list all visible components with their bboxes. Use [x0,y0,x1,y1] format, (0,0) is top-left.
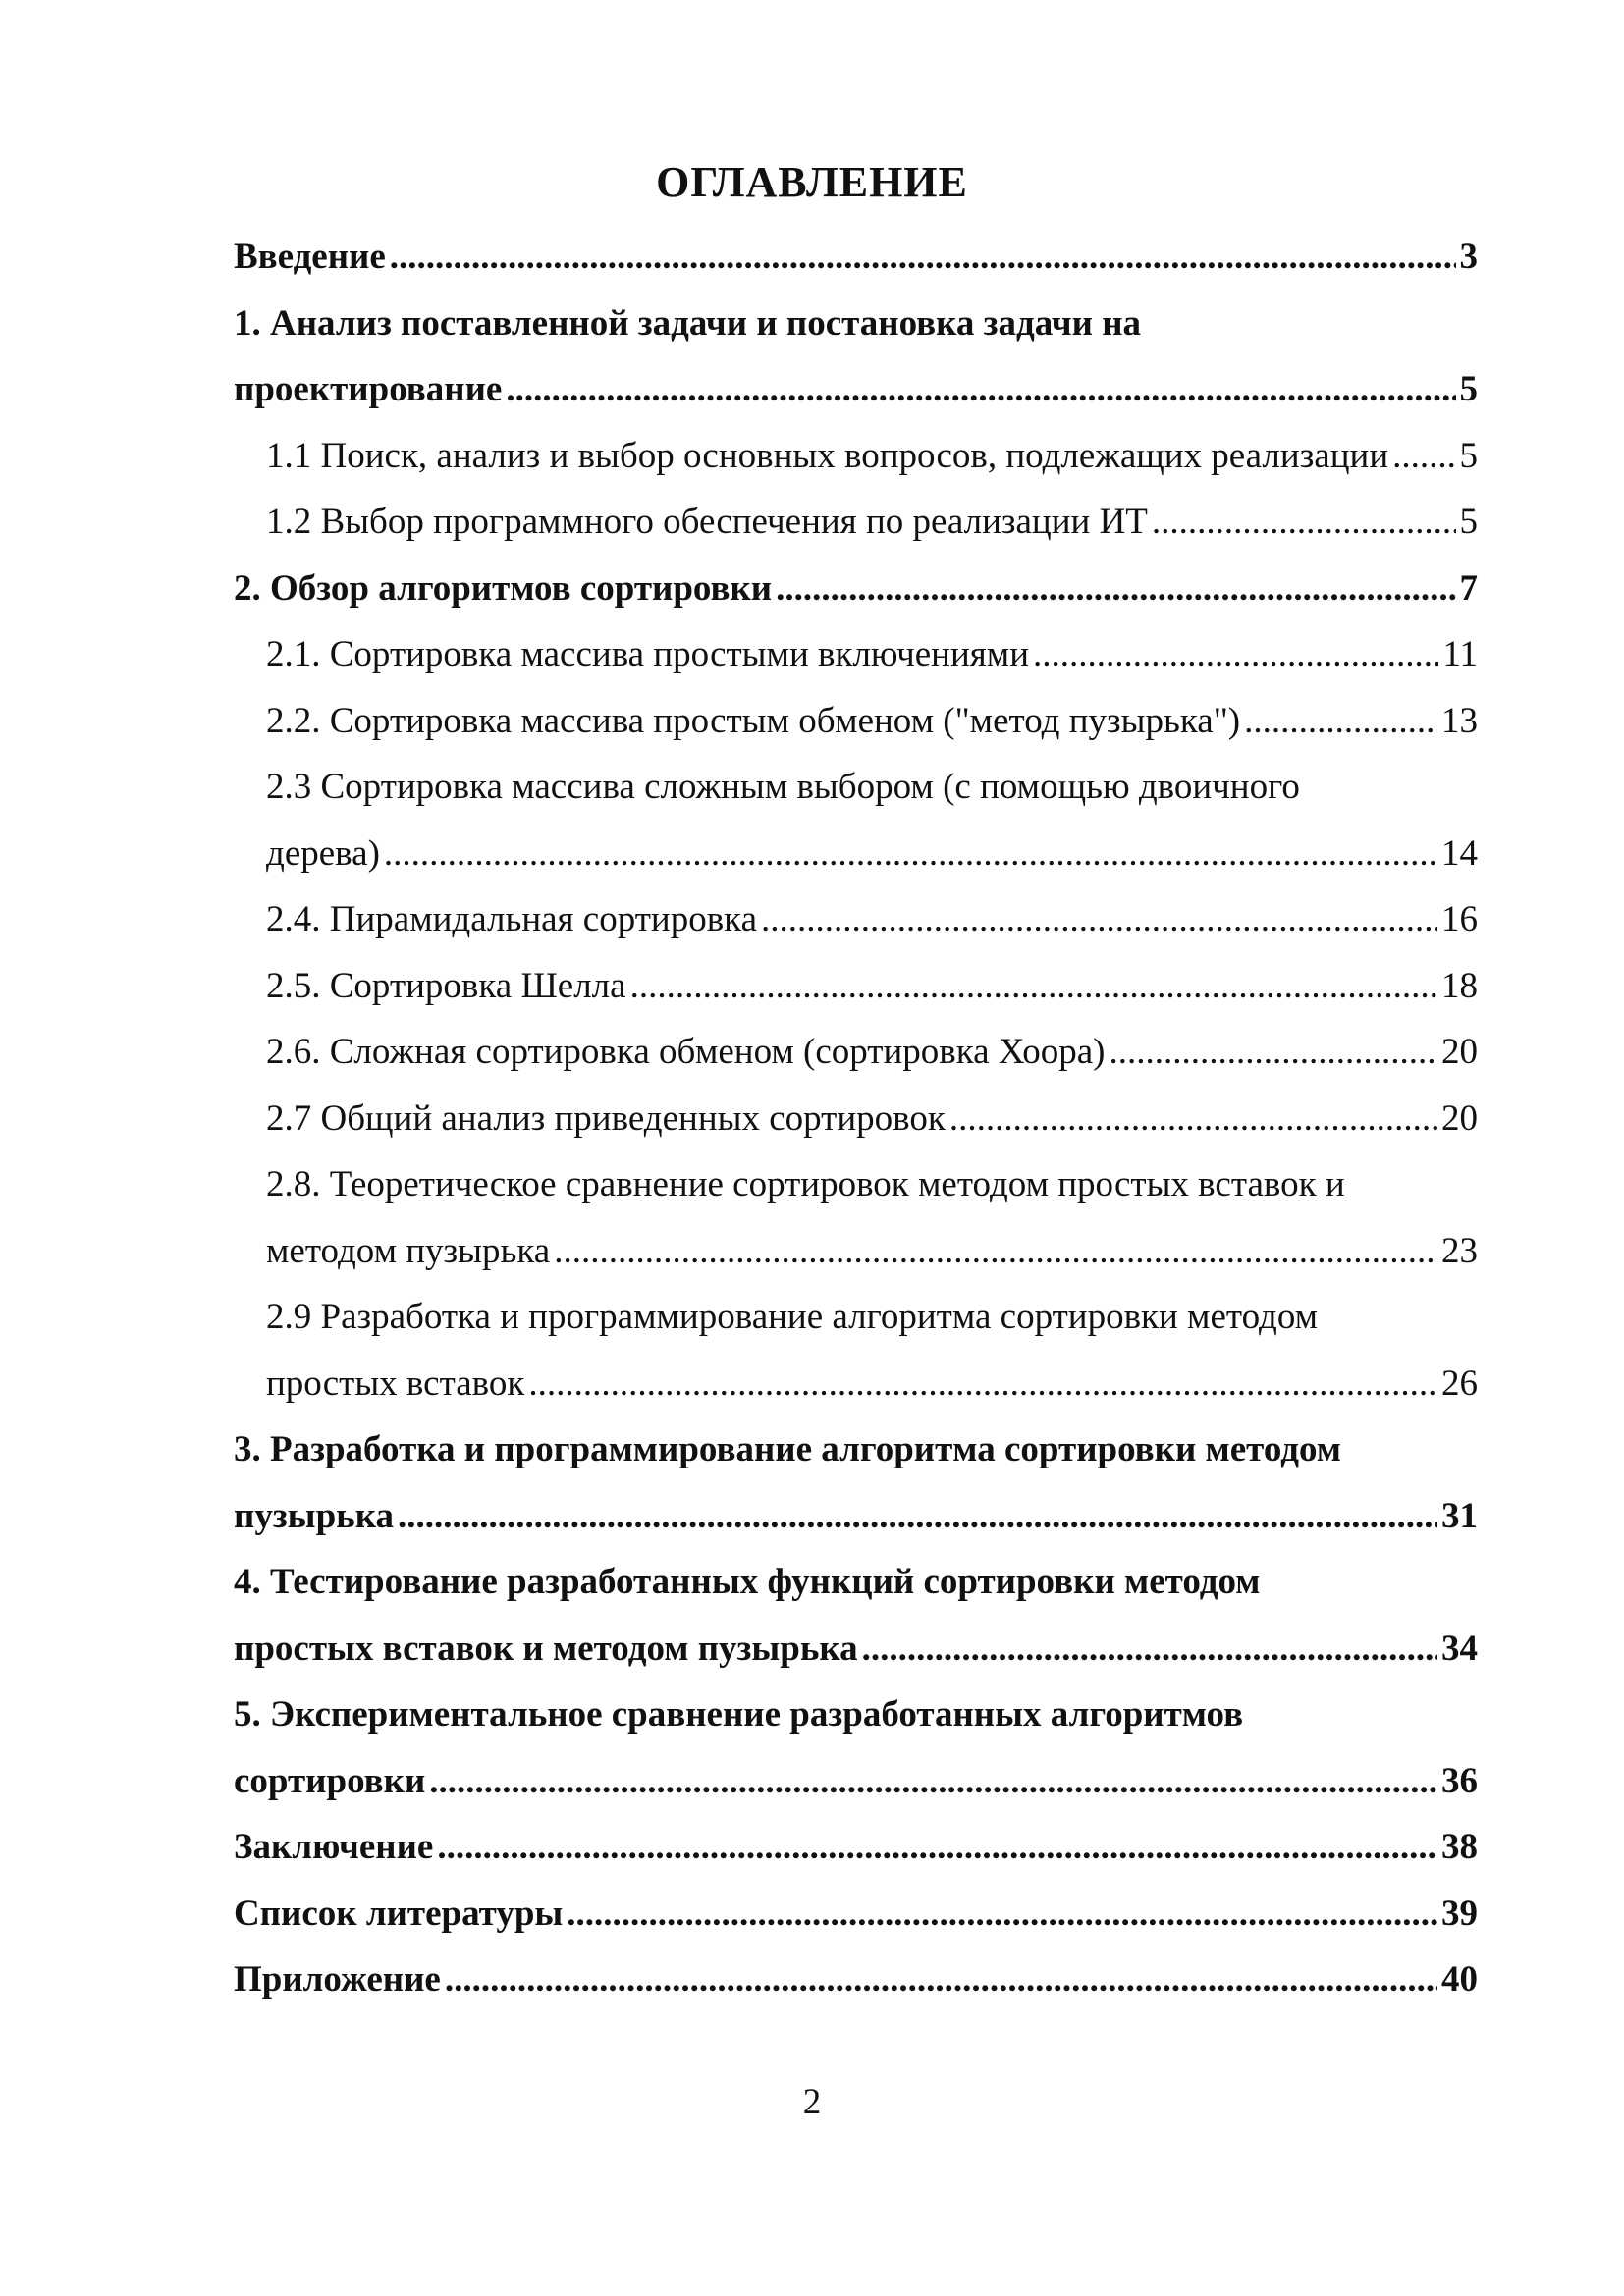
toc-page-number: 16 [1441,899,1478,939]
toc-entry-line [234,1483,1478,1550]
toc-page-number: 7 [1459,567,1478,609]
toc-page-number: 34 [1441,1628,1478,1669]
toc-page-number: 3 [1459,237,1478,277]
toc-entry-text: 2.5. Сортировка Шелла [266,965,626,1006]
toc-page-number: 40 [1441,1959,1478,2000]
table-of-contents [234,224,1478,2013]
toc-entry-line [266,1086,1478,1152]
toc-entry-text-line: 5. Экспериментальное сравнение разработанных алгоритмов [234,1694,1244,1735]
dot-leader [437,1814,1437,1881]
toc-entry-line [266,821,1478,887]
toc-page-number: 18 [1441,965,1478,1006]
dot-leader [1392,423,1455,490]
dot-leader [1033,621,1438,688]
toc-entry-text: сортировки [234,1760,426,1801]
toc-entry-text: Приложение [234,1959,441,2000]
toc-title: ОГЛАВЛЕНИЕ [656,158,968,206]
toc-entry-text: пузырька [234,1495,394,1536]
toc-entry[interactable] [234,1151,1478,1284]
toc-entry-line [266,1351,1478,1417]
toc-entry-text: 2.2. Сортировка массива простым обменом ("метод пузырька") [266,700,1241,741]
dot-leader [506,356,1455,423]
toc-entry[interactable] [234,953,1478,1020]
toc-page-number: 36 [1441,1760,1478,1801]
dot-leader [554,1218,1437,1285]
toc-entry-text: 2.6. Сложная сортировка обменом (сортировка Хоора) [266,1032,1106,1072]
dot-leader [1109,1019,1437,1086]
toc-entry-text: 2. Обзор алгоритмов сортировки [234,567,773,609]
dot-leader [1244,688,1437,755]
toc-entry-text: 1.2 Выбор программного обеспечения по реализации ИТ [266,502,1148,542]
toc-page-number: 14 [1441,832,1478,874]
dot-leader [528,1351,1437,1417]
dot-leader [949,1086,1437,1152]
dot-leader [445,1947,1437,2013]
toc-page-number: 5 [1459,435,1478,476]
toc-page-number: 39 [1441,1893,1478,1934]
toc-page-number: 20 [1441,1097,1478,1139]
toc-entry-line [266,621,1478,688]
toc-page-number: 13 [1441,700,1478,741]
toc-page-number: 23 [1441,1230,1478,1271]
toc-entry-text: 2.1. Сортировка массива простыми включениями [266,634,1029,674]
toc-entry-text: Заключение [234,1827,434,1867]
toc-entry[interactable] [234,489,1478,556]
toc-entry-text: 2.7 Общий анализ приведенных сортировок [266,1097,946,1139]
toc-entry-text: Введение [234,237,386,277]
toc-entry-line [266,489,1478,556]
toc-entry[interactable] [234,1682,1478,1814]
toc-entry[interactable] [234,1549,1478,1682]
toc-entry-line [234,1881,1478,1948]
toc-entry-line [234,1814,1478,1881]
toc-entry[interactable] [234,224,1478,291]
toc-entry[interactable] [234,1086,1478,1152]
toc-page-number: 5 [1459,502,1478,542]
toc-entry[interactable] [234,423,1478,490]
toc-entry-text-line: 2.9 Разработка и программирование алгоритма сортировки методом [266,1297,1319,1337]
dot-leader [398,1483,1437,1550]
toc-entry-text: простых вставок [266,1362,525,1404]
toc-page-number: 38 [1441,1827,1478,1867]
toc-entry-line [234,556,1478,622]
toc-entry-line [266,953,1478,1020]
toc-entry-text-line: 3. Разработка и программирование алгоритма сортировки методом [234,1429,1341,1469]
toc-entry[interactable] [234,886,1478,953]
toc-entry[interactable] [234,754,1478,886]
toc-page-number: 5 [1459,369,1478,409]
toc-entry[interactable] [234,291,1478,423]
toc-page-number: 31 [1441,1495,1478,1536]
dot-leader [384,821,1437,887]
toc-entry-text-line: 2.3 Сортировка массива сложным выбором (с помощью двоичного [266,767,1300,807]
toc-page-number: 11 [1442,634,1478,674]
toc-entry-text-line: 4. Тестирование разработанных функций сортировки методом [234,1562,1261,1602]
toc-entry[interactable] [234,1019,1478,1086]
toc-entry-line [266,1019,1478,1086]
toc-entry-text: проектирование [234,369,503,409]
dot-leader [776,556,1455,622]
dot-leader [862,1616,1437,1682]
toc-page-number: 20 [1441,1032,1478,1072]
toc-entry-line [234,1947,1478,2013]
toc-entry-line [266,1218,1478,1285]
toc-entry[interactable] [234,1947,1478,2013]
toc-entry-line [266,688,1478,755]
dot-leader [1152,489,1456,556]
dot-leader [761,886,1437,953]
toc-entry[interactable] [234,688,1478,755]
toc-entry[interactable] [234,556,1478,622]
toc-entry[interactable] [234,1284,1478,1416]
toc-entry[interactable] [234,1881,1478,1948]
toc-entry[interactable] [234,1416,1478,1549]
toc-entry-text: методом пузырька [266,1230,551,1271]
toc-entry-line [266,423,1478,490]
dot-leader [390,224,1456,291]
toc-entry-text: простых вставок и методом пузырька [234,1628,858,1669]
dot-leader [630,953,1437,1020]
toc-entry-text-line: 1. Анализ поставленной задачи и постановка задачи на [234,302,1142,344]
toc-entry-text-line: 2.8. Теоретическое сравнение сортировок методом простых вставок и [266,1164,1345,1204]
toc-entry-line [266,886,1478,953]
toc-page-number: 26 [1441,1362,1478,1404]
toc-entry[interactable] [234,1814,1478,1881]
toc-entry-line [234,1748,1478,1815]
toc-entry-text: 2.4. Пирамидальная сортировка [266,899,758,939]
toc-entry-line [234,224,1478,291]
dot-leader [567,1881,1437,1948]
toc-entry-text: дерева) [266,832,380,874]
toc-entry-line [234,1616,1478,1682]
page-number: 2 [802,2082,822,2122]
toc-entry[interactable] [234,621,1478,688]
dot-leader [429,1748,1437,1815]
toc-entry-line [234,356,1478,423]
toc-entry-text: Список литературы [234,1893,564,1934]
toc-entry-text: 1.1 Поиск, анализ и выбор основных вопросов, подлежащих реализации [266,435,1389,476]
